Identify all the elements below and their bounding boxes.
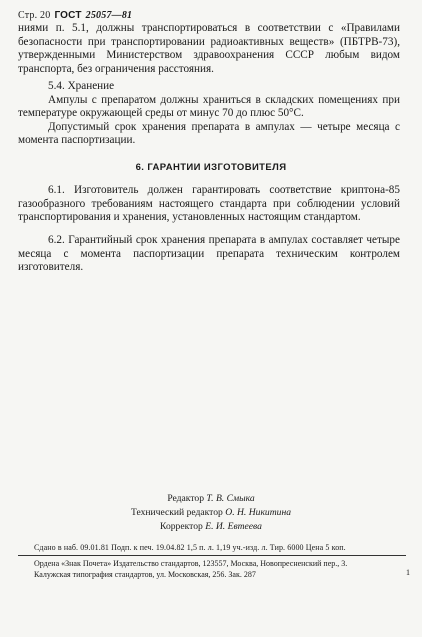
corrector-name: Е. И. Евтеева xyxy=(205,521,262,533)
editor-line xyxy=(0,492,422,506)
standard-number: 25057—81 xyxy=(85,10,133,21)
paragraph-transport-rules xyxy=(18,22,400,76)
paragraph-text: 6.2. Гарантийный срок хранения препарата в ампулах составляет четыре месяца с момента паспортизации препарата техническим контролем изготовителя. xyxy=(18,234,400,274)
imprint-line: Сдано в наб. 09.01.81 Подп. к печ. 19.04.82 1,5 п. л. 1,19 уч.-изд. л. Тир. 6000 Цена 5 коп. xyxy=(34,543,346,552)
storage-section xyxy=(18,80,400,148)
tech-editor-label: Технический редактор xyxy=(130,507,223,519)
editor-name: Т. В. Смыка xyxy=(206,493,255,504)
publisher-info xyxy=(34,559,412,580)
paragraph-6-1 xyxy=(18,184,400,225)
tech-editor-name: О. Н. Никитина xyxy=(225,507,292,519)
paragraph-text: ниями п. 5.1, должны транспортироваться в соответствии с «Правилами безопасности при транспортировании радиоактивных веществ» (ПБТРВ-73), утвержденными Министерством здравоохранения СССР любым видом транспорта, без ограничения расстояния. xyxy=(18,22,400,75)
storage-term-paragraph: Допустимый срок хранения препарата в ампулах — четыре месяца с момента паспортизации. xyxy=(18,120,400,147)
section-title: 6. ГАРАНТИИ ИЗГОТОВИТЕЛЯ xyxy=(135,162,287,173)
storage-paragraph: Ампулы с препаратом должны храниться в складских помещениях при температуре окружающей среды от минус 70 до плюс 50°С. xyxy=(18,93,400,120)
paragraph-6-2 xyxy=(18,234,400,275)
editor-label: Редактор xyxy=(167,493,205,504)
paragraph-text: 6.1. Изготовитель должен гарантировать соответствие криптона-85 газообразного требованиям настоящего стандарта при соблюдении условий транспортирования и хранения, установленных настоящим стандартом. xyxy=(18,184,400,224)
page-number: 1 xyxy=(406,568,410,577)
page-header xyxy=(18,10,132,21)
tech-editor-line xyxy=(0,506,422,520)
corrector-line xyxy=(0,520,422,534)
credits-block xyxy=(0,492,422,535)
storage-heading: 5.4. Хранение xyxy=(48,80,115,92)
publisher-line-2: Калужская типография стандартов, ул. Московская, 256. Зак. 287 xyxy=(34,569,256,579)
page-label: Стр. 20 xyxy=(18,10,51,21)
standard-label: ГОСТ xyxy=(54,10,82,21)
divider xyxy=(18,555,406,556)
corrector-label: Корректор xyxy=(160,521,203,533)
publisher-line-1: Ордена «Знак Почета» Издательство стандартов, 123557, Москва, Новопресненский пер., 3. xyxy=(34,559,348,568)
